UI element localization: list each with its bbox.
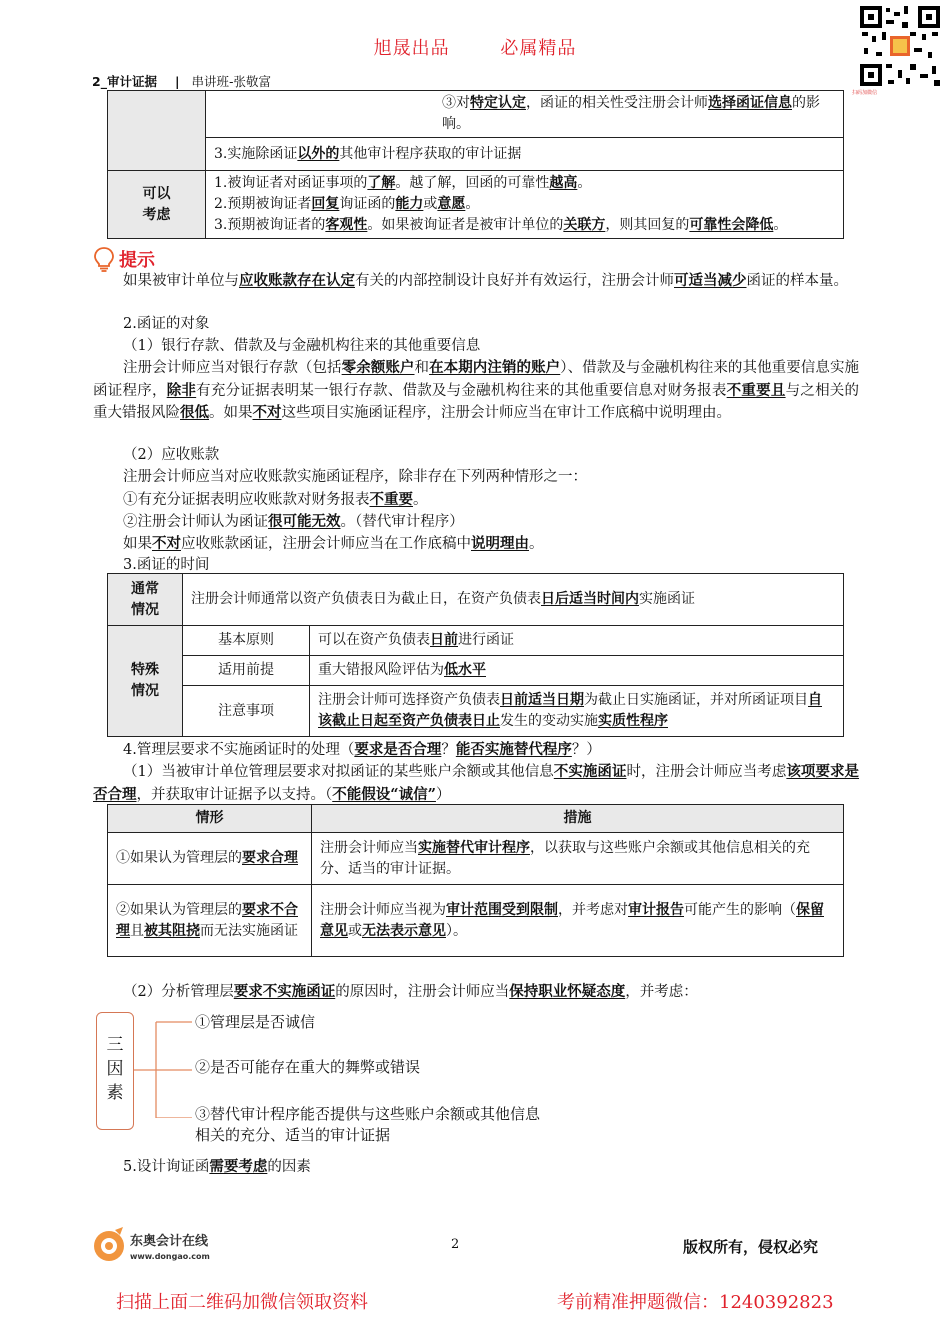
section-4-heading: 4.管理层要求不实施函证时的处理（要求是否合理？能否实施替代程序？） <box>123 741 601 758</box>
three-factors-label: 三 因 素 <box>96 1012 134 1130</box>
tip-label: 提示 <box>119 250 155 271</box>
dongao-logo[interactable] <box>92 1226 272 1266</box>
section-2-2-case-1: ①有充分证据表明应收账款对财务报表不重要。 <box>123 491 428 508</box>
timing-value-principle: 可以在资产负债表日前进行函证 <box>310 626 844 656</box>
tip-header <box>93 246 155 272</box>
measure-unreasonable: 注册会计师应当视为审计范围受到限制，并考虑对审计报告可能产生的影响（保留意见或无法表示意见）。 <box>312 885 844 957</box>
section-2-2-heading: （2）应收账款 <box>123 447 220 463</box>
section-2-1-paragraph: 注册会计师应当对银行存款（包括零余额账户和在本期内注销的账户）、借款及与金融机构往来的其他重要信息实施函证程序，除非有充分证据表明某一银行存款、借款及与金融机构往来的其他重要信息对财务报表不重要且与之相关的重大错报风险很低。如果不对这些项目实施函证程序，注册会计师应当在审计工作底稿中说明理由。 <box>93 359 860 421</box>
logo-url: www.dongao.com <box>130 1252 210 1261</box>
timing-normal-text: 注册会计师通常以资产负债表日为截止日，在资产负债表日后适当时间内实施函证 <box>183 574 844 626</box>
breadcrumb-separator: | <box>174 74 180 89</box>
breadcrumb-course: 串讲班-张敬富 <box>191 74 272 89</box>
lightbulb-icon <box>93 246 115 272</box>
banner-left: 旭晟出品 <box>373 38 450 59</box>
consider-item-1: 1.被询证者对函证事项的了解。越了解，回函的可靠性越高。 <box>214 175 592 191</box>
timing-value-precondition: 重大错报风险评估为低水平 <box>310 656 844 686</box>
breadcrumb <box>92 72 271 90</box>
reliability-row-specific-assertion: ③对特定认定，函证的相关性受注册会计师选择函证信息的影响。 <box>206 91 844 138</box>
timing-table <box>107 573 844 737</box>
timing-normal-label: 通常 情况 <box>108 574 183 626</box>
factor-1: ①管理层是否诚信 <box>195 1013 316 1031</box>
measure-reasonable: 注册会计师应当实施替代审计程序，以获取与这些账户余额或其他信息相关的充分、适当的审计证据。 <box>312 833 844 885</box>
section-3-heading: 3.函证的时间 <box>123 557 210 573</box>
timing-key-notes: 注意事项 <box>183 686 310 737</box>
header-measure: 措施 <box>312 805 844 833</box>
footer-left-promo: 扫描上面二维码加微信领取资料 <box>116 1292 368 1313</box>
footer-right-promo: 考前精准押题微信：1240392823 <box>557 1292 834 1313</box>
section-2-heading: 2.函证的对象 <box>123 316 210 332</box>
logo-name: 东奥会计在线 <box>130 1234 209 1249</box>
case-unreasonable: ②如果认为管理层的要求不合理且被其阻挠而无法实施函证 <box>108 885 312 957</box>
section-4-1-paragraph: （1）当被审计单位管理层要求对拟函证的某些账户余额或其他信息不实施函证时，注册会计师应当考虑该项要求是否合理，并获取审计证据予以支持。（不能假设“诚信”） <box>93 763 860 803</box>
bracket-connector <box>134 1018 194 1118</box>
qr-code-icon[interactable] <box>858 4 942 88</box>
case-reasonable: ①如果认为管理层的要求合理 <box>108 833 312 885</box>
banner-right: 必属精品 <box>500 38 577 59</box>
consider-items <box>206 171 844 239</box>
consider-label: 可以 考虑 <box>108 171 206 239</box>
header-banner <box>0 34 950 60</box>
consider-item-3: 3.预期被询证者的客观性。如果被询证者是被审计单位的关联方，则其回复的可靠性会降低。 <box>214 217 788 233</box>
factor-2: ②是否可能存在重大的舞弊或错误 <box>195 1058 421 1076</box>
section-2-2-case-2: ②注册会计师认为函证很可能无效。（替代审计程序） <box>123 513 464 530</box>
reliability-table-blank <box>108 91 206 171</box>
consider-item-2: 2.预期被询证者回复询证函的能力或意愿。 <box>214 196 480 212</box>
section-2-1-heading: （1）银行存款、借款及与金融机构往来的其他重要信息 <box>123 338 481 354</box>
timing-key-precondition: 适用前提 <box>183 656 310 686</box>
page-number: 2 <box>451 1237 460 1252</box>
copyright: 版权所有，侵权必究 <box>683 1238 819 1256</box>
management-request-table <box>107 804 844 957</box>
timing-value-notes: 注册会计师可选择资产负债表日前适当日期为截止日实施函证，并对所函证项目自该截止日起至资产负债表日止发生的变动实施实质性程序 <box>310 686 844 737</box>
factor-3: ③替代审计程序能否提供与这些账户余额或其他信息相关的充分、适当的审计证据 <box>195 1105 541 1144</box>
timing-special-label: 特殊 情况 <box>108 626 183 737</box>
section-5-heading: 5.设计询证函需要考虑的因素 <box>123 1158 311 1175</box>
qr-caption: 扫码加微信 <box>852 90 878 96</box>
tip-paragraph: 如果被审计单位与应收账款存在认定有关的内部控制设计良好并有效运行，注册会计师可适当减少函证的样本量。 <box>123 272 848 289</box>
breadcrumb-chapter: 2_审计证据 <box>92 74 157 89</box>
section-2-2-note: 如果不对应收账款函证，注册会计师应当在工作底稿中说明理由。 <box>123 535 544 552</box>
timing-key-principle: 基本原则 <box>183 626 310 656</box>
reliability-table <box>107 90 844 239</box>
section-4-2-paragraph: （2）分析管理层要求不实施函证的原因时，注册会计师应当保持职业怀疑态度，并考虑： <box>123 983 698 1000</box>
reliability-row-other-procedures: 3.实施除函证以外的其他审计程序获取的审计证据 <box>206 138 844 171</box>
section-2-2-paragraph: 注册会计师应当对应收账款实施函证程序，除非存在下列两种情形之一： <box>123 469 587 485</box>
header-case: 情形 <box>108 805 312 833</box>
